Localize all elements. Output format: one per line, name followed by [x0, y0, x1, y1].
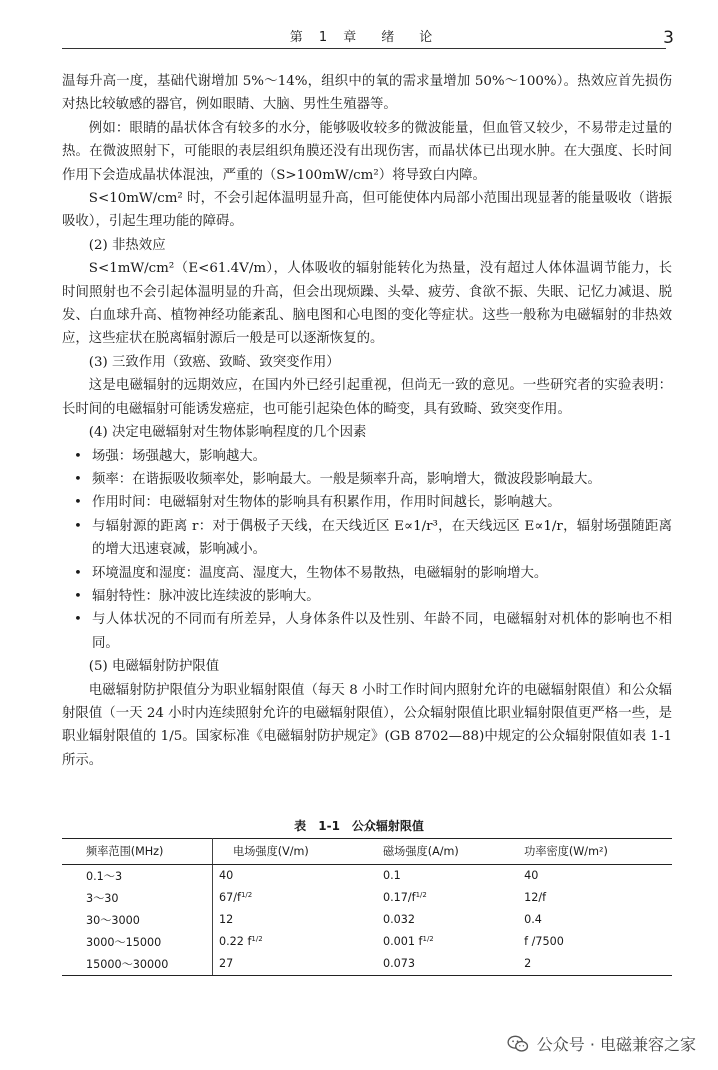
watermark — [507, 1032, 696, 1055]
bullet-item: • 辐射特性：脉冲波比连续波的影响大。 — [62, 585, 672, 608]
body-text — [62, 70, 672, 772]
heading-factors: (4) 决定电磁辐射对生物体影响程度的几个因素 — [88, 425, 367, 441]
table-cell: 0.001 $f^{1/2}$ — [382, 935, 434, 948]
limits-table — [62, 838, 672, 976]
wechat-icon — [507, 1035, 529, 1053]
table-cell: 3000～15000 — [62, 931, 213, 953]
chapter-title: 第 1 章 绪 论 — [289, 30, 439, 45]
table-cell: 27 — [213, 953, 377, 976]
table-row — [62, 931, 672, 953]
table-cell: 15000～30000 — [62, 953, 213, 976]
page-header — [62, 22, 674, 49]
paragraph-3: S<10mW/cm² 时，不会引起体温明显升高，但可能使体内局部小范围出现显著的能量吸收（谐振吸收），引起生理功能的障碍。 — [62, 191, 672, 230]
table-row — [62, 865, 672, 888]
column-header: 磁场强度(A/m) — [377, 839, 518, 865]
bullet-item: • 作用时间：电磁辐射对生物体的影响具有积累作用，作用时间越长，影响越大。 — [62, 491, 672, 514]
table-cell: 40 — [524, 869, 539, 882]
bullet-item: • 与辐射源的距离 r：对于偶极子天线，在天线近区 E∝1/r³，在天线远区 E∝1/r，辐射场强随距离的增大迅速衰减，影响减小。 — [62, 515, 672, 562]
table-caption: 表 1-1 公众辐射限值 — [294, 819, 424, 833]
bullet-item: • 频率：在谐振吸收频率处，影响最大。一般是频率升高，影响增大，微波段影响最大。 — [62, 468, 672, 491]
heading-limits: (5) 电磁辐射防护限值 — [88, 659, 220, 675]
table-cell: 0.073 — [377, 953, 518, 976]
column-header: 频率范围(MHz) — [62, 839, 213, 865]
paragraph-4: S<1mW/cm²（E<61.4V/m），人体吸收的辐射能转化为热量，没有超过人体体温调节能力，长时间照射也不会引起体温明显的升高，但会出现烦躁、头晕、疲劳、食欲不振、失眠、记忆力减退、脱发、白血球升高、植物神经功能紊乱、脑电图和心电图的变化等症状。这些一般称为电磁辐射的非热效应，这些症状在脱离辐射源后一般是可以逐渐恢复的。 — [62, 261, 672, 347]
table-cell: $67/f^{1/2}$ — [219, 891, 253, 904]
paragraph-2: 例如：眼睛的晶状体含有较多的水分，能够吸收较多的微波能量，但血管又较少，不易带走过量的热。在微波照射下，可能眼的表层组织角膜还没有出现伤害，而晶状体已出现水肿。在大强度、长时间作用下会造成晶状体混浊，严重的（S>100mW/cm²）将导致白内障。 — [62, 120, 672, 183]
table-cell: f /7500 — [524, 935, 564, 948]
paragraph-6: 电磁辐射防护限值分为职业辐射限值（每天 8 小时工作时间内照射允许的电磁辐射限值）和公众辐射限值（一天 24 小时内连续照射允许的电磁辐射限值），公众辐射限值比职业辐射限值更严格一些，是职业辐射限值的 1/5。国家标准《电磁辐射防护规定》(GB 8702—88)中规定的公众辐射限值如表 1-1 所示。 — [62, 682, 672, 768]
column-header: 功率密度(W/m²) — [518, 839, 672, 865]
table-header-row — [62, 839, 672, 865]
table-cell: 0.1～3 — [62, 865, 213, 888]
table-cell: 0.22 $f^{1/2}$ — [219, 935, 263, 948]
paragraph-5: 这是电磁辐射的远期效应，在国内外已经引起重视，但尚无一致的意见。一些研究者的实验表明：长时间的电磁辐射可能诱发癌症，也可能引起染色体的畸变，具有致畸、致突变作用。 — [62, 378, 672, 417]
bullet-item: • 场强：场强越大，影响越大。 — [62, 445, 672, 468]
table-cell: 30～3000 — [62, 909, 213, 931]
table-row — [62, 909, 672, 931]
table-row — [62, 953, 672, 976]
column-header: 电场强度(V/m) — [213, 839, 377, 865]
table-cell: 12/f — [524, 891, 547, 904]
table-cell: 2 — [518, 953, 672, 976]
heading-non-thermal: (2) 非热效应 — [88, 237, 166, 253]
table-cell: 40 — [219, 869, 234, 882]
page-number: 3 — [663, 28, 674, 48]
table-cell: 0.032 — [382, 913, 415, 926]
bullet-item: • 与人体状况的不同而有所差异，人身体条件以及性别、年龄不同，电磁辐射对机体的影响也不相同。 — [62, 608, 672, 655]
table-cell: 0.4 — [524, 913, 542, 926]
paragraph-1: 温每升高一度，基础代谢增加 5%～14%，组织中的氧的需求量增加 50%～100%）。热效应首先损伤对热比较敏感的器官，例如眼睛、大脑、男性生殖器等。 — [62, 74, 672, 113]
table-cell: $0.17/f^{1/2}$ — [382, 891, 427, 904]
table-cell: 12 — [219, 913, 234, 926]
table-cell: 0.1 — [382, 869, 401, 882]
table-cell: 3～30 — [62, 887, 213, 909]
bullet-item: • 环境温度和湿度：温度高、湿度大，生物体不易散热，电磁辐射的影响增大。 — [62, 562, 672, 585]
table-row — [62, 887, 672, 909]
watermark-text: 公众号 · 电磁兼容之家 — [536, 1035, 696, 1054]
heading-three-effects: (3) 三致作用（致癌、致畸、致突变作用） — [88, 354, 340, 370]
